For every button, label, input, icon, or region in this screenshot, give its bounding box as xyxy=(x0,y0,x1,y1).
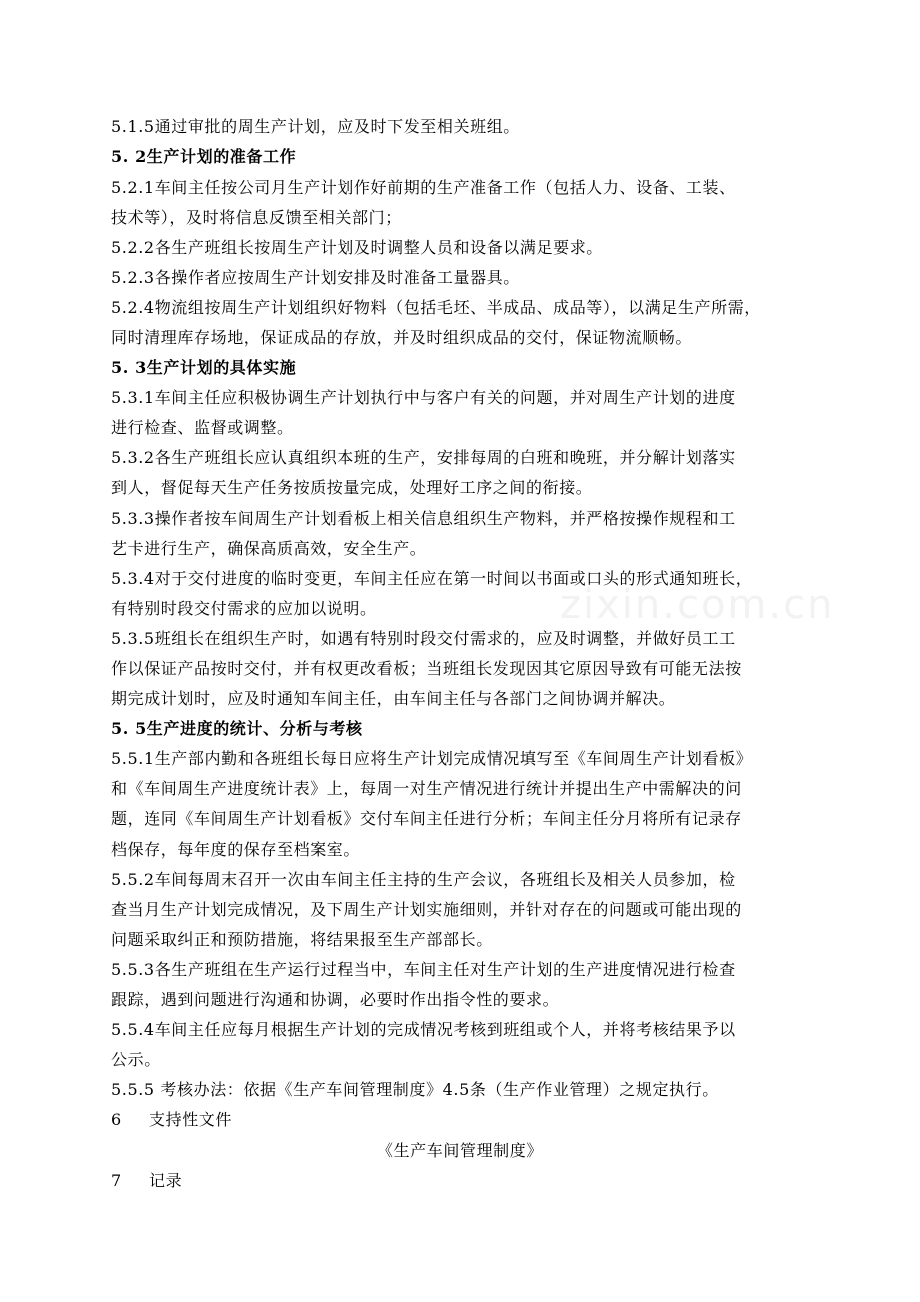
clause-5-5-2-line2: 查当月生产计划完成情况，及下周生产计划实施细则，并针对存在的问题或可能出现的 xyxy=(111,900,742,919)
clause-5-3-3-line1: 5.3.3操作者按车间周生产计划看板上相关信息组织生产物料，并严格按操作规程和工 xyxy=(111,509,736,528)
clause-5-2-1-line2: 技术等），及时将信息反馈至相关部门； xyxy=(111,208,402,227)
clause-5-2-4-line2: 同时清理库存场地，保证成品的存放，并及时组织成品的交付，保证物流顺畅。 xyxy=(111,328,693,347)
clause-5-2-1-line1: 5.2.1车间主任按公司月生产计划作好前期的生产准备工作（包括人力、设备、工装、 xyxy=(111,178,736,197)
clause-5-5-5: 5.5.5 考核办法：依据《生产车间管理制度》4.5条（生产作业管理）之规定执行。 xyxy=(111,1080,719,1099)
clause-5-5-3-line1: 5.5.3各生产班组在生产运行过程当中，车间主任对生产计划的生产进度情况进行检查 xyxy=(111,960,736,979)
clause-5-5-1-line4: 档保存，每年度的保存至档案室。 xyxy=(111,840,361,859)
clause-5-5-2-line3: 问题采取纠正和预防措施，将结果报至生产部部长。 xyxy=(111,930,493,949)
clause-5-1-5: 5.1.5通过审批的周生产计划，应及时下发至相关班组。 xyxy=(111,117,520,136)
section-6-heading xyxy=(111,1110,232,1130)
clause-5-5-1-line1: 5.5.1生产部内勤和各班组长每日应将生产计划完成情况填写至《车间周生产计划看板》 xyxy=(111,749,753,768)
section-7-number: 7 xyxy=(111,1171,122,1190)
clause-5-5-2-line1: 5.5.2车间每周末召开一次由车间主任主持的生产会议，各班组长及相关人员参加，检 xyxy=(111,870,736,889)
clause-5-5-1-line3: 题，连同《车间周生产计划看板》交付车间主任进行分析；车间主任分月将所有记录存 xyxy=(111,809,742,828)
clause-5-5-1-line2: 和《车间周生产进度统计表》上，每周一对生产情况进行统计并提出生产中需解决的问 xyxy=(111,779,742,798)
clause-5-2-3: 5.2.3各操作者应按周生产计划安排及时准备工量器具。 xyxy=(111,268,520,287)
heading-5-3: 5. 3生产计划的具体实施 xyxy=(111,358,297,377)
clause-5-3-5-line2: 作以保证产品按时交付，并有权更改看板；当班组长发现因其它原因导致有可能无法按 xyxy=(111,659,742,678)
clause-5-2-2: 5.2.2各生产班组长按周生产计划及时调整人员和设备以满足要求。 xyxy=(111,238,603,257)
section-7-heading xyxy=(111,1171,182,1191)
clause-5-3-5-line1: 5.3.5班组长在组织生产时，如遇有特别时段交付需求的，应及时调整，并做好员工工 xyxy=(111,629,736,648)
clause-5-2-4-line1: 5.2.4物流组按周生产计划组织好物料（包括毛坯、半成品、成品等），以满足生产所需， xyxy=(111,298,761,317)
section-6-title: 支持性文件 xyxy=(149,1110,233,1129)
clause-5-3-4-line2: 有特别时段交付需求的应加以说明。 xyxy=(111,599,377,618)
clause-5-3-3-line2: 艺卡进行生产，确保高质高效，安全生产。 xyxy=(111,539,427,558)
clause-5-5-4-line2: 公示。 xyxy=(111,1050,161,1069)
clause-5-3-2-line1: 5.3.2各生产班组长应认真组织本班的生产，安排每周的白班和晚班，并分解计划落实 xyxy=(111,448,736,467)
clause-5-3-2-line2: 到人，督促每天生产任务按质按量完成，处理好工序之间的衔接。 xyxy=(111,478,593,497)
clause-5-3-5-line3: 期完成计划时，应及时通知车间主任，由车间主任与各部门之间协调并解决。 xyxy=(111,689,676,708)
clause-5-3-4-line1: 5.3.4对于交付进度的临时变更，车间主任应在第一时间以书面或口头的形式通知班长， xyxy=(111,569,753,588)
support-document-title: 《生产车间管理制度》 xyxy=(376,1141,543,1160)
clause-5-5-4-line1: 5.5.4车间主任应每月根据生产计划的完成情况考核到班组或个人，并将考核结果予以 xyxy=(111,1020,736,1039)
heading-5-5: 5. 5生产进度的统计、分析与考核 xyxy=(111,719,363,738)
section-6-number: 6 xyxy=(111,1110,122,1129)
heading-5-2: 5. 2生产计划的准备工作 xyxy=(111,147,297,166)
clause-5-5-3-line2: 跟踪，遇到问题进行沟通和协调，必要时作出指令性的要求。 xyxy=(111,990,560,1009)
watermark: zixin.com.cn xyxy=(560,582,835,628)
section-7-title: 记录 xyxy=(149,1171,183,1190)
clause-5-3-1-line2: 进行检查、监督或调整。 xyxy=(111,418,294,437)
clause-5-3-1-line1: 5.3.1车间主任应积极协调生产计划执行中与客户有关的问题，并对周生产计划的进度 xyxy=(111,388,736,407)
